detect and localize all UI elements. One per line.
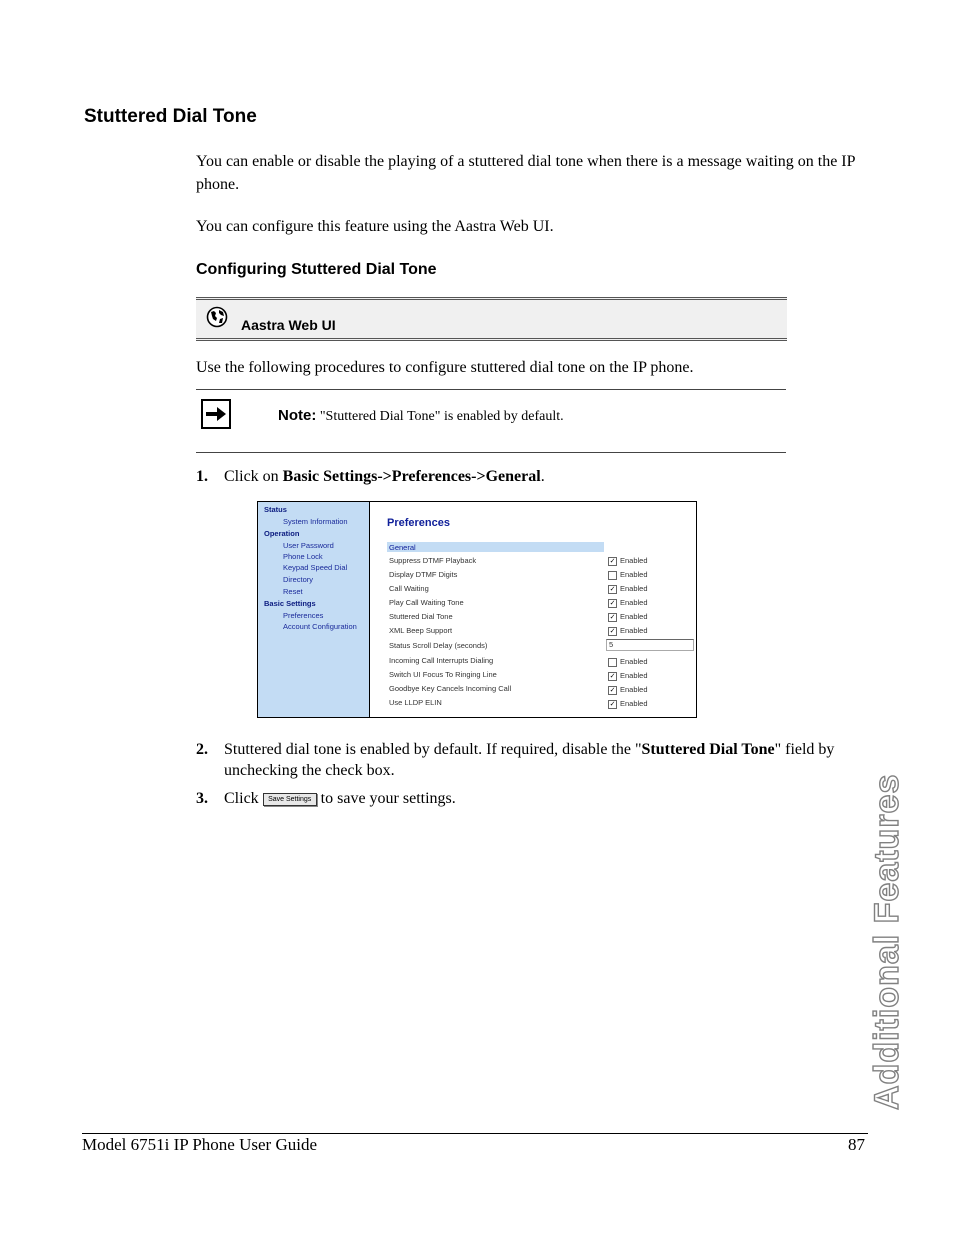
setting-suppress-dtmf[interactable]: ✓ Enabled [609, 556, 648, 565]
setting-label: Stuttered Dial Tone [389, 612, 453, 621]
menu-path: Basic Settings->Preferences->General [282, 468, 541, 485]
setting-label: Goodbye Key Cancels Incoming Call [389, 684, 512, 693]
preferences-title: Preferences [387, 517, 450, 529]
save-settings-button[interactable]: Save Settings [263, 793, 317, 806]
step-2: 2. Stuttered dial tone is enabled by default. If required, disable the "Stuttered Dial Tone" field by unchecking the check box. [196, 741, 835, 779]
setting-label: Suppress DTMF Playback [389, 556, 477, 565]
footer-rule [82, 1133, 868, 1134]
checkbox-checked-icon[interactable]: ✓ [609, 613, 616, 621]
nav-system-information[interactable]: System Information [283, 517, 348, 526]
setting-label: Incoming Call Interrupts Dialing [389, 656, 494, 665]
setting-label: Play Call Waiting Tone [389, 598, 464, 607]
setting-goodbye-key[interactable]: ✓ Enabled [609, 685, 648, 694]
checkbox-unchecked-icon[interactable] [608, 571, 617, 580]
setting-label: XML Beep Support [389, 626, 453, 635]
nav-keypad-speed-dial[interactable]: Keypad Speed Dial [283, 563, 348, 572]
setting-display-dtmf[interactable]: Enabled [608, 570, 648, 580]
web-ui-banner [196, 297, 787, 341]
checkbox-checked-icon[interactable]: ✓ [609, 585, 616, 593]
note-text: "Stuttered Dial Tone" is enabled by default. [316, 409, 564, 424]
nav-user-password[interactable]: User Password [283, 541, 334, 550]
checkbox-checked-icon[interactable]: ✓ [609, 627, 616, 635]
nav-phone-lock[interactable]: Phone Lock [283, 552, 323, 561]
setting-call-waiting[interactable]: ✓ Enabled [609, 584, 648, 593]
setting-switch-focus[interactable]: ✓ Enabled [609, 671, 648, 680]
web-ui-screenshot [257, 501, 697, 718]
web-ui-sidebar [258, 502, 370, 717]
nav-reset[interactable]: Reset [283, 587, 303, 596]
setting-call-waiting-tone[interactable]: ✓ Enabled [609, 598, 648, 607]
scroll-delay-input[interactable]: 5 [606, 639, 694, 651]
note-top-rule [196, 389, 786, 390]
checkbox-checked-icon[interactable]: ✓ [609, 700, 616, 708]
nav-operation[interactable]: Operation [264, 529, 300, 538]
setting-incoming-interrupts[interactable]: Enabled [608, 657, 648, 667]
globe-icon [206, 306, 228, 328]
footer-page-number: 87 [848, 1135, 865, 1154]
chapter-side-tab: Additional Features [868, 773, 906, 1110]
field-name: Stuttered Dial Tone [641, 741, 775, 758]
nav-preferences[interactable]: Preferences [283, 611, 324, 620]
procedure-intro: Use the following procedures to configure stuttered dial tone on the IP phone. [196, 359, 694, 376]
checkbox-checked-icon[interactable]: ✓ [609, 557, 616, 565]
nav-account-configuration[interactable]: Account Configuration [283, 622, 357, 631]
checkbox-checked-icon[interactable]: ✓ [609, 599, 616, 607]
checkbox-unchecked-icon[interactable] [608, 658, 617, 667]
section-title: Stuttered Dial Tone [84, 106, 257, 127]
general-section-label: General [389, 543, 416, 552]
checkbox-checked-icon[interactable]: ✓ [609, 686, 616, 694]
nav-status[interactable]: Status [264, 505, 287, 514]
setting-xml-beep[interactable]: ✓ Enabled [609, 626, 648, 635]
note-label: Note: [278, 407, 317, 424]
general-section-bar [387, 542, 604, 552]
intro-paragraph: You can enable or disable the playing of a stuttered dial tone when there is a message waiting on the IP phone. [196, 153, 855, 193]
note-bottom-rule [196, 452, 786, 453]
nav-directory[interactable]: Directory [283, 575, 314, 584]
web-ui-paragraph: You can configure this feature using the Aastra Web UI. [196, 218, 554, 235]
setting-label: Display DTMF Digits [389, 570, 458, 579]
web-ui-label: Aastra Web UI [241, 317, 336, 333]
setting-label: Status Scroll Delay (seconds) [389, 641, 488, 650]
setting-label: Call Waiting [389, 584, 429, 593]
note [278, 407, 564, 425]
footer-guide-title: Model 6751i IP Phone User Guide [82, 1135, 317, 1154]
step-3: 3. Click Save Settings to save your settings. [196, 790, 456, 807]
checkbox-checked-icon[interactable]: ✓ [609, 672, 616, 680]
setting-lldp-elin[interactable]: ✓ Enabled [609, 699, 648, 708]
step-1: 1. Click on Basic Settings->Preferences->General. [196, 468, 545, 485]
nav-basic-settings[interactable]: Basic Settings [264, 599, 316, 608]
setting-stuttered-dial-tone[interactable]: ✓ Enabled [609, 612, 648, 621]
setting-label: Use LLDP ELIN [389, 698, 442, 707]
arrow-right-icon [201, 399, 231, 429]
setting-label: Switch UI Focus To Ringing Line [389, 670, 497, 679]
subsection-title: Configuring Stuttered Dial Tone [196, 261, 437, 278]
web-ui-preferences-panel [370, 502, 696, 717]
